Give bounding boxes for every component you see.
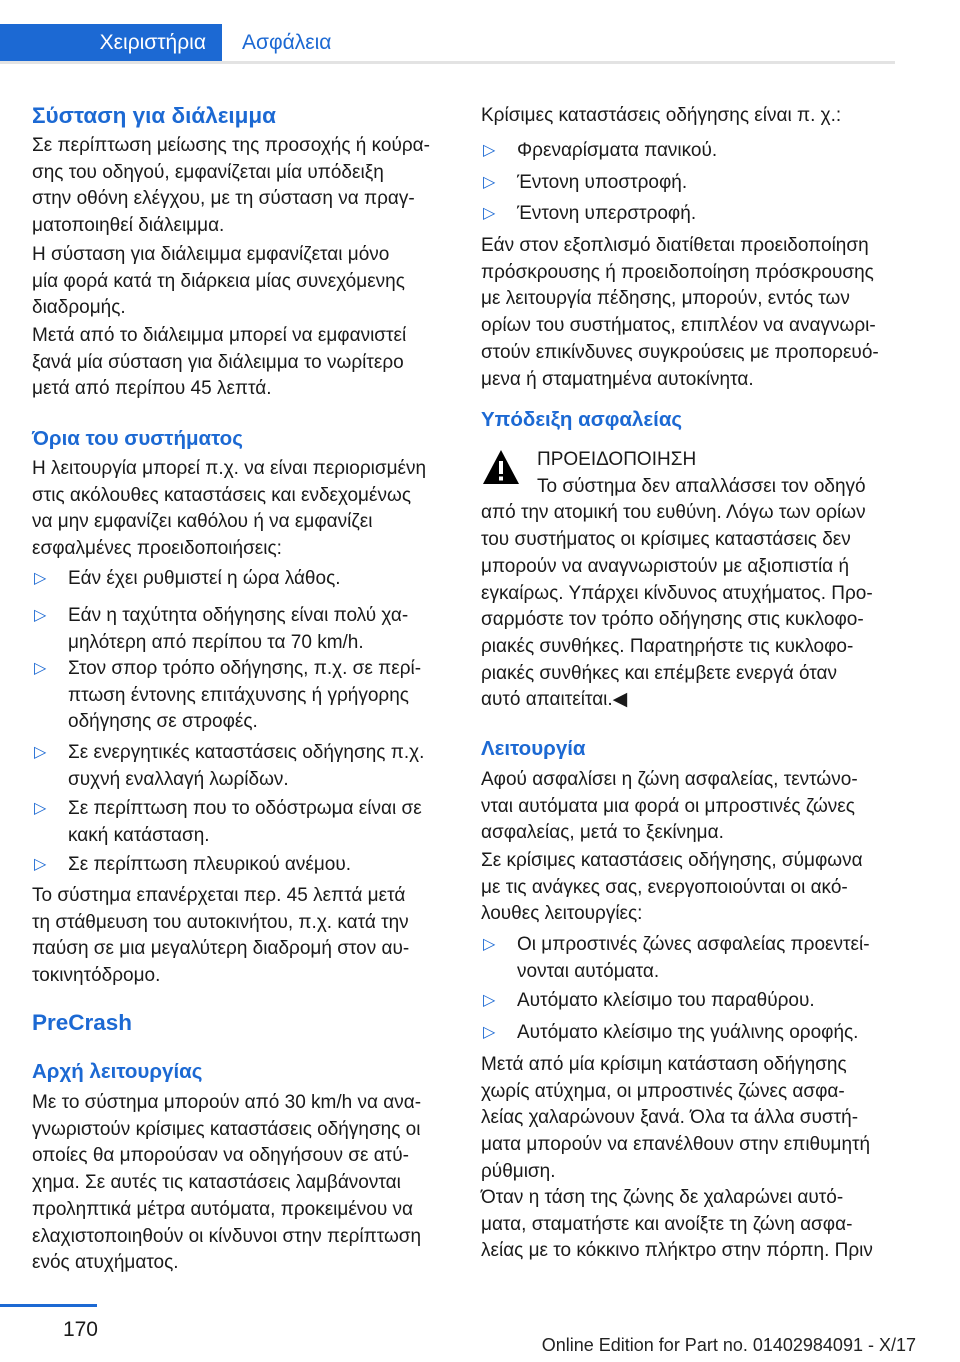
list-item [32, 740, 450, 793]
text-line: μπορούν να αναγνωριστούν με αξιοπιστία ή [481, 555, 850, 577]
bullet-triangle-icon: ▷ [34, 744, 47, 761]
text-line: Το σύστημα επανέρχεται περ. 45 λεπτά μετά [32, 885, 406, 906]
text-line: ξανά μία σύσταση για διάλειμμα το νωρίτερο [32, 351, 404, 373]
list-critical [481, 201, 899, 228]
text-line: συχνή εναλλαγή λωρίδων. [68, 768, 289, 790]
text-line: του συστήματος οι κρίσιμες καταστάσεις δεν [481, 529, 851, 551]
list-item [481, 138, 899, 165]
para-belt-release [481, 1185, 899, 1265]
text-line: παύση σε μια μεγαλύτερη διαδρομή στον αυ- [32, 938, 410, 960]
bullet-triangle-icon: ▷ [34, 570, 47, 587]
text-line: σης του οδηγού, εμφανίζεται μία υπόδειξη [32, 161, 384, 183]
text-line: προληπτικά μέτρα αυτόματα, προκειμένου να [32, 1198, 414, 1220]
heading-principle: Αρχή λειτουργίας [32, 1060, 203, 1083]
text-line: να μην εμφανίζει καθόλου ή να εμφανίζει [32, 511, 373, 533]
right-column [481, 0, 899, 1262]
text-line: Εάν έχει ρυθμιστεί η ώρα λάθος. [68, 568, 341, 589]
heading-break-recommendation: Σύσταση για διάλειμμα [32, 103, 277, 128]
text-line: Εάν η ταχύτητα οδήγησης είναι πολύ χα- [68, 605, 409, 626]
bullet-triangle-icon: ▷ [483, 936, 496, 953]
text-line: Το σύστημα δεν απαλλάσσει τον οδηγό [537, 475, 866, 497]
text-line: στην οθόνη ελέγχου, με τη σύσταση να πραγ- [32, 188, 415, 210]
list-limits [32, 852, 450, 879]
text-line: πρόσκρουσης ή προειδοποίηση πρόσκρουσης [481, 261, 874, 283]
para-limits [32, 456, 450, 563]
bullet-triangle-icon: ▷ [483, 205, 496, 222]
text-line: Κρίσιμες καταστάσεις οδήγησης είναι π. χ.: [481, 105, 842, 126]
text-line: Η σύσταση για διάλειμμα εμφανίζεται μόνο [32, 244, 390, 265]
para-break-3 [32, 323, 450, 403]
text-line: Αυτόματο κλείσιμο του παραθύρου. [517, 990, 815, 1011]
text-line: μία φορά κατά τη διάρκεια μίας συνεχόμενης [32, 270, 405, 292]
list-limits [32, 656, 450, 736]
edition-footer: Online Edition for Part no. 01402984091 - X/17 [541, 1335, 916, 1355]
text-line: Σε περίπτωση μείωσης της προσοχής ή κούρα- [32, 135, 430, 156]
list-functions [481, 1020, 899, 1047]
text-line: νονται αυτόματα. [517, 960, 660, 982]
text-line: Σε ενεργητικές καταστάσεις οδήγησης π.χ. [68, 742, 425, 763]
text-line: χημα. Σε αυτές τις καταστάσεις λαμβάνονται [32, 1172, 401, 1194]
text-line: Μετά από μία κρίσιμη κατάσταση οδήγησης [481, 1054, 847, 1075]
section-system-limits [32, 424, 450, 454]
list-item [481, 1020, 899, 1047]
text-line: σαρμόστε τον τρόπο οδήγησης στις κυκλοφο- [481, 609, 864, 631]
text-line: ασφαλείας, μετά το ξεκίνημα. [481, 822, 724, 844]
text-line: ρύθμιση. [481, 1160, 556, 1182]
bullet-triangle-icon: ▷ [483, 992, 496, 1009]
list-limits [32, 566, 450, 593]
section-precrash [32, 1008, 450, 1038]
text-line: τοκινητόδρομο. [32, 965, 161, 987]
para-function-2 [481, 848, 899, 928]
text-line: στις ακόλουθες καταστάσεις και ενδεχομένως [32, 484, 411, 506]
page-number: 170 [62, 1318, 98, 1341]
text-line: μετά από περίπου 45 λεπτά. [32, 378, 272, 400]
para-break-1 [32, 133, 450, 240]
text-line: Αυτόματο κλείσιμο της γυάλινης οροφής. [517, 1022, 859, 1043]
list-item [32, 603, 450, 656]
text-line: λείας με το κόκκινο πλήκτρο στην πόρπη. Πριν [481, 1240, 873, 1262]
tab-controls[interactable]: Χειριστήρια [0, 24, 222, 61]
warning-box [481, 447, 899, 714]
text-line: μενα ή σταματημένα αυτοκίνητα. [481, 368, 754, 390]
para-function-1 [481, 767, 899, 847]
text-line: νται αυτόματα μια φορά οι μπροστινές ζώνες [481, 795, 855, 817]
bullet-triangle-icon: ▷ [34, 800, 47, 817]
list-critical [481, 138, 899, 165]
heading-safety-note: Υπόδειξη ασφαλείας [481, 408, 683, 431]
bullet-triangle-icon: ▷ [483, 1024, 496, 1041]
list-item [481, 988, 899, 1015]
heading-function: Λειτουργία [481, 737, 586, 760]
warning-heading-block [481, 447, 899, 500]
list-item [481, 170, 899, 197]
text-line: πτωση έντονης επιτάχυνσης ή γρήγορης [68, 684, 409, 706]
section-safety-note [481, 405, 899, 435]
text-line: γνωριστούν κρίσιμες καταστάσεις οδήγησης οι [32, 1118, 421, 1140]
text-line: Μετά από το διάλειμμα μπορεί να εμφανιστεί [32, 325, 407, 346]
text-line: ελαχιστοποιηθούν οι κίνδυνοι στην περίπτωση [32, 1225, 422, 1247]
text-line: ματοποιηθεί διάλειμμα. [32, 215, 225, 237]
text-line: Οι μπροστινές ζώνες ασφαλείας προεντεί- [517, 934, 870, 955]
text-line: Η λειτουργία μπορεί π.χ. να είναι περιορισμένη [32, 458, 427, 479]
heading-precrash: PreCrash [32, 1010, 133, 1035]
list-critical [481, 170, 899, 197]
tab-safety[interactable]: Ασφάλεια [222, 24, 895, 61]
bullet-triangle-icon: ▷ [483, 174, 496, 191]
text-line: εγκαίρως. Υπάρχει κίνδυνος ατυχήματος. Προ- [481, 582, 873, 604]
text-line: στούν επικίνδυνες συγκρούσεις με προπορευό- [481, 341, 879, 363]
list-limits [32, 796, 450, 849]
footer-rule [0, 1304, 97, 1307]
list-limits [32, 603, 450, 656]
text-line: Αφού ασφαλίσει η ζώνη ασφαλείας, τεντώνο- [481, 769, 858, 790]
para-principle [32, 1090, 450, 1277]
heading-system-limits: Όρια του συστήματος [32, 427, 243, 450]
para-reset [32, 883, 450, 990]
text-line: με τις ανάγκες σας, ενεργοποιούνται οι ακό- [481, 876, 848, 898]
text-line: χωρίς ατύχημα, οι μπροστινές ζώνες ασφα- [481, 1080, 845, 1102]
text-line: ενός ατυχήματος. [32, 1252, 179, 1274]
list-item [32, 852, 450, 879]
section-function [481, 734, 899, 764]
warning-triangle-icon [481, 447, 521, 487]
text-line: Σε περίπτωση πλευρικού ανέμου. [68, 854, 351, 875]
text-line: λουθες λειτουργίες: [481, 903, 643, 925]
list-limits [32, 740, 450, 793]
text-line: εσφαλμένες προειδοποιήσεις: [32, 538, 282, 560]
list-item [481, 201, 899, 228]
text-line: Όταν η τάση της ζώνης δε χαλαρώνει αυτό- [481, 1187, 844, 1208]
para-collision [481, 233, 899, 393]
list-functions [481, 988, 899, 1015]
text-line: λείας χαλαρώνουν ξανά. Όλα τα άλλα συστή- [481, 1107, 859, 1129]
text-line: τη στάθμευση του αυτοκινήτου, π.χ. κατά την [32, 911, 409, 933]
text-line: οδήγησης σε στροφές. [68, 711, 258, 733]
text-line: Σε κρίσιμες καταστάσεις οδήγησης, σύμφωνα [481, 850, 863, 871]
para-critical [481, 103, 899, 130]
section-principle [32, 1057, 450, 1087]
list-item [32, 796, 450, 849]
text-line: κακή κατάσταση. [68, 824, 210, 846]
bullet-triangle-icon: ▷ [34, 607, 47, 624]
text-line: αυτό απαιτείται.◀ [481, 689, 628, 711]
list-functions [481, 932, 899, 985]
text-line: Φρεναρίσματα πανικού. [517, 140, 718, 161]
text-line: ματα, σταματήστε και ανοίξτε τη ζώνη ασφα- [481, 1213, 853, 1235]
text-line: ριακές συνθήκες. Παρατηρήστε τις κυκλοφο- [481, 635, 854, 657]
section-break-recommendation [32, 101, 450, 131]
text-line: ματα μπορούν να επανέλθουν στην επιθυμητή [481, 1134, 871, 1156]
text-line: Εάν στον εξοπλισμό διατίθεται προειδοποίηση [481, 235, 869, 256]
para-after-critical [481, 1052, 899, 1186]
text-line: Έντονη υπερστροφή. [517, 203, 697, 224]
text-line: Έντονη υποστροφή. [517, 172, 688, 193]
text-line: Στον σπορ τρόπο οδήγησης, π.χ. σε περί- [68, 658, 422, 679]
bullet-triangle-icon: ▷ [34, 856, 47, 873]
list-item [32, 656, 450, 736]
text-line: με λειτουργία πέδησης, μπορούν, εντός των [481, 288, 850, 310]
bullet-triangle-icon: ▷ [483, 142, 496, 159]
list-item [481, 932, 899, 985]
text-line: ριακές συνθήκες και επέμβετε ενεργά όταν [481, 662, 838, 684]
text-line: από την ατομική του ευθύνη. Λόγω των ορίων [481, 502, 866, 524]
text-line: μηλότερη από περίπου τα 70 km/h. [68, 631, 364, 653]
text-line: ορίων του συστήματος, επιπλέον να αναγνωρι- [481, 315, 876, 337]
text-line: Με το σύστημα μπορούν από 30 km/h να ανα- [32, 1092, 422, 1113]
text-line: Σε περίπτωση που το οδόστρωμα είναι σε [68, 798, 422, 819]
warning-title: ΠΡΟΕΙΔΟΠΟΙΗΣΗ [537, 449, 697, 470]
bullet-triangle-icon: ▷ [34, 660, 47, 677]
text-line: οποίες θα μπορούσαν να οδηγήσουν σε ατύ- [32, 1145, 409, 1167]
para-break-2 [32, 242, 450, 322]
text-line: διαδρομής. [32, 297, 126, 319]
list-item [32, 566, 450, 593]
